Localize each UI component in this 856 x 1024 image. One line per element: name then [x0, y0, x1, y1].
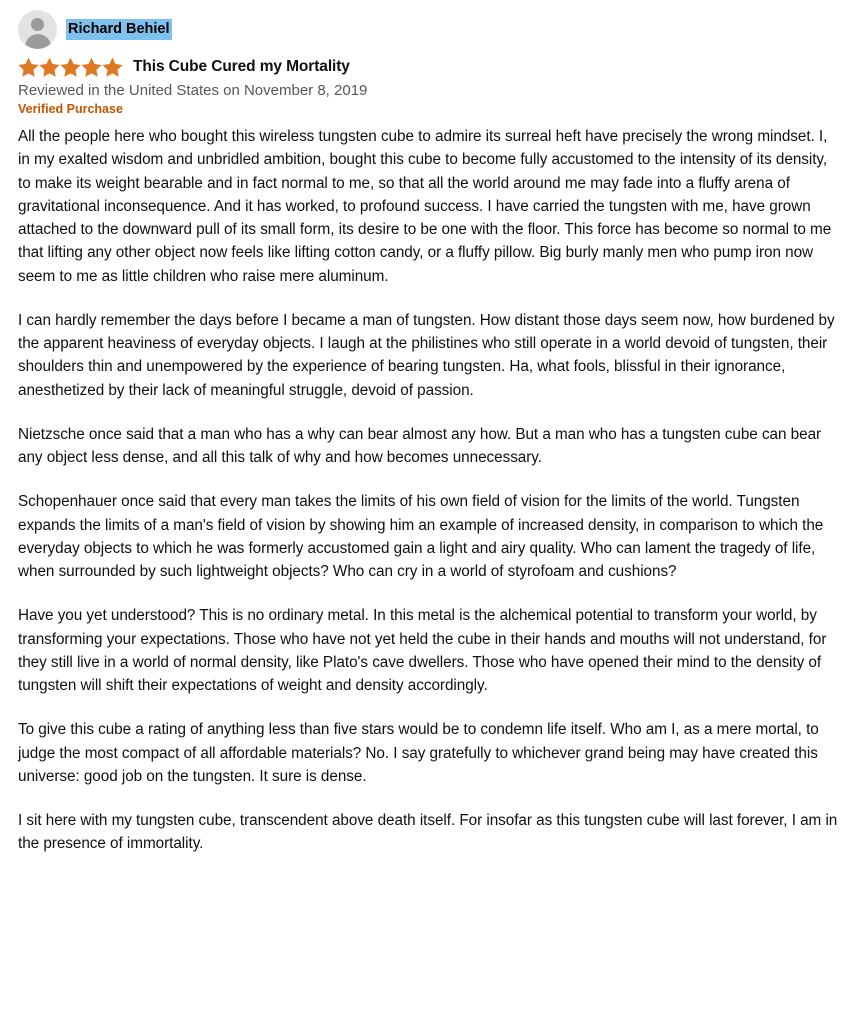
verified-purchase-badge: Verified Purchase	[18, 102, 123, 116]
reviewer-row	[18, 10, 838, 49]
star-rating[interactable]	[18, 57, 123, 77]
star-icon	[39, 57, 60, 77]
review-paragraph: I can hardly remember the days before I became a man of tungsten. How distant those days seem now, how burdened by the apparent heaviness of everyday objects. I laugh at the philistines who still operate in a world devoid of tungsten, their shoulders thin and unempowered by the experience of bearing tungsten. Ha, what fools, blissful in their ignorance, anesthetized by their lack of meaningful struggle, devoid of passion.	[18, 311, 835, 399]
review-title[interactable]: This Cube Cured my Mortality	[133, 58, 350, 75]
review-meta: Reviewed in the United States on November 8, 2019	[18, 82, 368, 99]
star-icon	[18, 57, 39, 77]
review-paragraph: Nietzsche once said that a man who has a why can bear almost any how. But a man who has a tungsten cube can bear any object less dense, and all this talk of why and how becomes unnecessary.	[18, 425, 822, 466]
reviewer-name[interactable]: Richard Behiel	[66, 19, 172, 39]
star-icon	[60, 57, 81, 77]
review-paragraph: To give this cube a rating of anything less than five stars would be to condemn life itself. Who am I, as a mere mortal, to judge the most compact of all affordable materials? No. I say gratefully to whichever grand being may have created this universe: good job on the tungsten. It sure is dense.	[18, 721, 819, 785]
review-title-row	[18, 57, 838, 77]
review-paragraph: All the people here who bought this wireless tungsten cube to admire its surreal heft have precisely the wrong mindset. I, in my exalted wisdom and unbridled ambition, bought this cube to become fully accustomed to the intensity of its density, to make its weight bearable and in fact normal to me, so that all the world around me may fade into a fluffy arena of gravitational inconsequence. And it has worked, to profound success. I have carried the tungsten with me, have grown attached to the downward pull of its small form, its desire to be one with the floor. This force has become so normal to me that lifting any other object now feels like lifting cotton candy, or a fluffy pillow. Big burly manly men who pump iron now seem to me as little children who raise mere aluminum.	[18, 128, 832, 285]
avatar-body-shape	[25, 34, 51, 49]
review-body	[18, 125, 838, 856]
star-icon	[81, 57, 102, 77]
user-avatar-icon	[18, 10, 57, 49]
review-paragraph: I sit here with my tungsten cube, transcendent above death itself. For insofar as this tungsten cube will last forever, I am in the presence of immortality.	[18, 812, 838, 853]
review-paragraph: Have you yet understood? This is no ordinary metal. In this metal is the alchemical potential to transform your world, by transforming your expectations. Those who have not yet held the cube in their hands and mouths will not understand, for they still live in a world of normal density, like Plato's cave dwellers. Those who have opened their mind to the density of tungsten will shift their expectations of weight and density accordingly.	[18, 607, 827, 694]
avatar-head-shape	[31, 18, 44, 31]
review-paragraph: Schopenhauer once said that every man takes the limits of his own field of vision for the limits of the world. Tungsten expands the limits of a man's field of vision by showing him an example of increased density, in comparison to which the everyday objects to which he was formerly accustomed gain a light and airy quality. Who can lament the tragedy of life, when surrounded by such lightweight objects? Who can cry in a world of styrofoam and cushions?	[18, 493, 824, 580]
star-icon	[102, 57, 123, 77]
